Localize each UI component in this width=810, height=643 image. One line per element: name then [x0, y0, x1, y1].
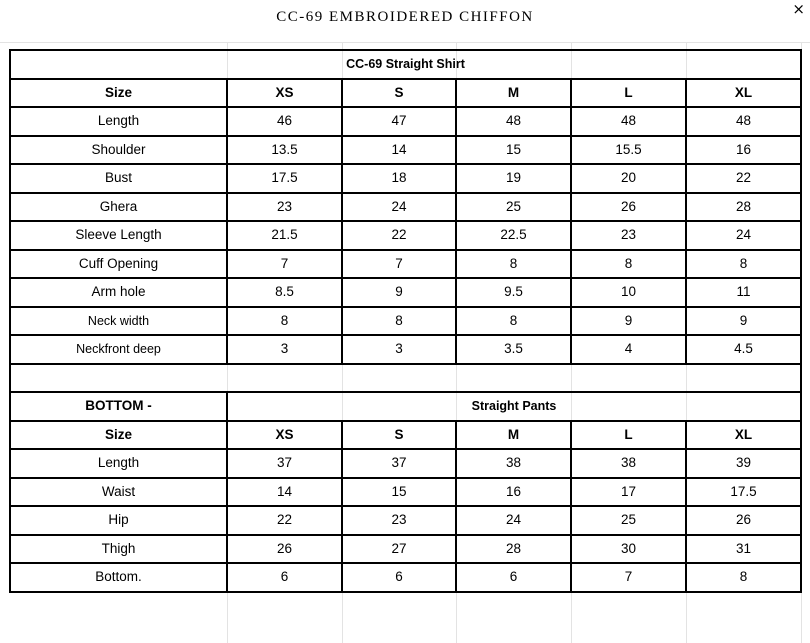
page-title: CC-69 EMBROIDERED CHIFFON	[276, 9, 534, 25]
table-row	[10, 164, 801, 193]
value-cell: 39	[686, 449, 801, 478]
table-row	[10, 506, 801, 535]
table-row	[10, 136, 801, 165]
value-cell: 4	[571, 335, 686, 364]
value-cell: 15.5	[571, 136, 686, 165]
value-cell: 22	[227, 506, 342, 535]
bottom-measurements	[10, 449, 801, 592]
size-header-xs: XS	[227, 79, 342, 108]
size-header-l: L	[571, 421, 686, 450]
value-cell: 27	[342, 535, 456, 564]
value-cell: 14	[342, 136, 456, 165]
table-row	[10, 335, 801, 364]
value-cell: 7	[342, 250, 456, 279]
size-header-s: S	[342, 421, 456, 450]
row-label: Hip	[10, 506, 227, 535]
value-cell: 37	[227, 449, 342, 478]
value-cell: 22.5	[456, 221, 571, 250]
size-header-label: Size	[10, 79, 227, 108]
size-header-xl: XL	[686, 79, 801, 108]
value-cell: 4.5	[686, 335, 801, 364]
table-row	[10, 250, 801, 279]
shirt-measurements	[10, 107, 801, 364]
value-cell: 22	[686, 164, 801, 193]
value-cell: 21.5	[227, 221, 342, 250]
table-row	[10, 221, 801, 250]
table-row	[10, 193, 801, 222]
row-label: Arm hole	[10, 278, 227, 307]
spacer-cell	[342, 364, 456, 393]
size-header-m: M	[456, 421, 571, 450]
table-row	[10, 535, 801, 564]
value-cell: 37	[342, 449, 456, 478]
row-label: Length	[10, 449, 227, 478]
value-cell: 31	[686, 535, 801, 564]
value-cell: 26	[227, 535, 342, 564]
spacer-cell	[10, 364, 227, 393]
value-cell: 38	[571, 449, 686, 478]
bottom-heading: Straight Pants	[227, 392, 801, 421]
value-cell: 24	[686, 221, 801, 250]
value-cell: 7	[571, 563, 686, 592]
value-cell: 18	[342, 164, 456, 193]
bottom-section-label: BOTTOM -	[10, 392, 227, 421]
shirt-heading-row	[10, 50, 801, 79]
bottom-heading-row	[10, 392, 801, 421]
value-cell: 48	[456, 107, 571, 136]
size-header-s: S	[342, 79, 456, 108]
value-cell: 23	[571, 221, 686, 250]
value-cell: 24	[342, 193, 456, 222]
value-cell: 26	[686, 506, 801, 535]
spacer-row	[10, 364, 801, 393]
shirt-heading: CC-69 Straight Shirt	[10, 50, 801, 79]
table-row	[10, 563, 801, 592]
value-cell: 25	[456, 193, 571, 222]
value-cell: 6	[456, 563, 571, 592]
row-label: Cuff Opening	[10, 250, 227, 279]
size-header-label: Size	[10, 421, 227, 450]
value-cell: 3	[342, 335, 456, 364]
value-cell: 8	[686, 250, 801, 279]
row-label: Bottom.	[10, 563, 227, 592]
row-label: Shoulder	[10, 136, 227, 165]
value-cell: 7	[227, 250, 342, 279]
value-cell: 17	[571, 478, 686, 507]
value-cell: 3.5	[456, 335, 571, 364]
value-cell: 19	[456, 164, 571, 193]
value-cell: 11	[686, 278, 801, 307]
value-cell: 47	[342, 107, 456, 136]
row-label: Sleeve Length	[10, 221, 227, 250]
value-cell: 38	[456, 449, 571, 478]
row-label: Bust	[10, 164, 227, 193]
value-cell: 14	[227, 478, 342, 507]
row-label: Length	[10, 107, 227, 136]
value-cell: 15	[342, 478, 456, 507]
value-cell: 20	[571, 164, 686, 193]
spacer-cell	[227, 364, 342, 393]
row-label: Neckfront deep	[10, 335, 227, 364]
shirt-size-header-row	[10, 79, 801, 108]
row-label: Thigh	[10, 535, 227, 564]
close-icon[interactable]: ×	[792, 0, 805, 18]
value-cell: 23	[342, 506, 456, 535]
value-cell: 3	[227, 335, 342, 364]
value-cell: 13.5	[227, 136, 342, 165]
row-label: Neck width	[10, 307, 227, 336]
value-cell: 16	[456, 478, 571, 507]
table-row	[10, 278, 801, 307]
value-cell: 46	[227, 107, 342, 136]
size-chart-table	[9, 49, 802, 593]
value-cell: 6	[227, 563, 342, 592]
value-cell: 6	[342, 563, 456, 592]
value-cell: 24	[456, 506, 571, 535]
value-cell: 8	[227, 307, 342, 336]
value-cell: 8	[456, 250, 571, 279]
value-cell: 9	[571, 307, 686, 336]
value-cell: 8	[571, 250, 686, 279]
value-cell: 28	[456, 535, 571, 564]
table-row	[10, 478, 801, 507]
grid-line	[0, 42, 810, 43]
value-cell: 23	[227, 193, 342, 222]
value-cell: 30	[571, 535, 686, 564]
value-cell: 48	[686, 107, 801, 136]
value-cell: 25	[571, 506, 686, 535]
size-header-l: L	[571, 79, 686, 108]
size-header-xs: XS	[227, 421, 342, 450]
table-row	[10, 449, 801, 478]
spacer-cell	[686, 364, 801, 393]
value-cell: 15	[456, 136, 571, 165]
value-cell: 17.5	[686, 478, 801, 507]
value-cell: 8.5	[227, 278, 342, 307]
value-cell: 28	[686, 193, 801, 222]
value-cell: 8	[456, 307, 571, 336]
value-cell: 9	[342, 278, 456, 307]
value-cell: 8	[686, 563, 801, 592]
value-cell: 10	[571, 278, 686, 307]
row-label: Waist	[10, 478, 227, 507]
value-cell: 16	[686, 136, 801, 165]
value-cell: 9	[686, 307, 801, 336]
table-row	[10, 107, 801, 136]
value-cell: 48	[571, 107, 686, 136]
spacer-cell	[571, 364, 686, 393]
value-cell: 8	[342, 307, 456, 336]
size-header-m: M	[456, 79, 571, 108]
value-cell: 9.5	[456, 278, 571, 307]
value-cell: 17.5	[227, 164, 342, 193]
bottom-size-header-row	[10, 421, 801, 450]
row-label: Ghera	[10, 193, 227, 222]
value-cell: 26	[571, 193, 686, 222]
value-cell: 22	[342, 221, 456, 250]
spacer-cell	[456, 364, 571, 393]
table-row	[10, 307, 801, 336]
size-header-xl: XL	[686, 421, 801, 450]
